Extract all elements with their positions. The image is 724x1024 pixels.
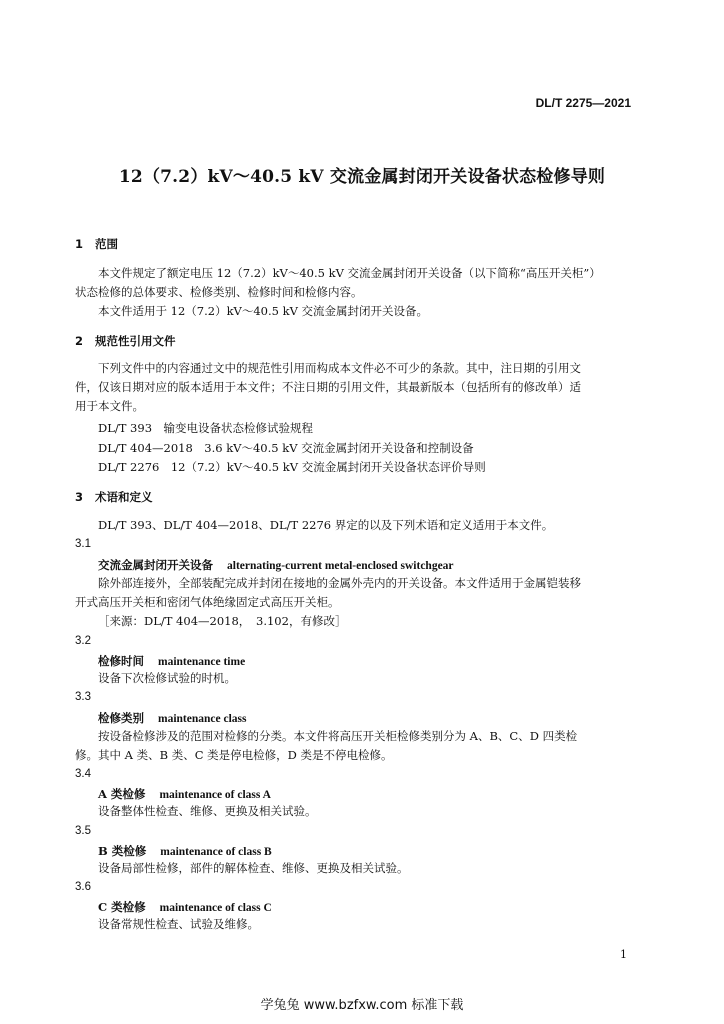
paragraph-line: 下列文件中的内容通过文中的规范性引用而构成本文件必不可少的条款。其中，注日期的引用文 — [98, 361, 581, 375]
term-cn: C 类检修 — [98, 900, 146, 914]
definition-line: 设备常规性检查、试验及维修。 — [98, 917, 259, 931]
section-title: 范围 — [95, 237, 118, 251]
term-en: alternating-current metal-enclosed switchgear — [227, 560, 454, 572]
paragraph-line: 件，仅该日期对应的版本适用于本文件；不注日期的引用文件，其最新版本（包括所有的修改单）适 — [75, 380, 581, 394]
term-title — [98, 786, 271, 802]
term-cn: A 类检修 — [98, 787, 146, 801]
term-number: 3.6 — [75, 881, 91, 893]
term-cn: B 类检修 — [98, 844, 147, 858]
term-en: maintenance of class A — [159, 789, 271, 801]
document-title: 12（7.2）kV～40.5 kV 交流金属封闭开关设备状态检修导则 — [118, 167, 606, 187]
section-2-heading — [75, 333, 176, 349]
term-en: maintenance class — [158, 713, 247, 725]
term-cn: 检修类别 — [98, 711, 144, 725]
paragraph-line: 状态检修的总体要求、检修类别、检修时间和检修内容。 — [75, 285, 363, 299]
section-number: 3 — [75, 490, 84, 504]
section-3-heading — [75, 489, 153, 505]
term-title — [98, 843, 272, 859]
term-number: 3.3 — [75, 691, 91, 703]
definition-line: 按设备检修涉及的范围对检修的分类。本文件将高压开关柜检修类别分为 A、B、C、D 四类检 — [98, 729, 578, 743]
normative-reference: DL/T 2276 12（7.2）kV～40.5 kV 交流金属封闭开关设备状态评价导则 — [98, 460, 486, 474]
term-title — [98, 653, 245, 669]
term-title — [98, 557, 454, 573]
page-number: 1 — [620, 948, 627, 961]
definition-line: 设备局部性检修，部件的解体检查、维修、更换及相关试验。 — [98, 861, 409, 875]
definition-line: 开式高压开关柜和密闭气体绝缘固定式高压开关柜。 — [75, 595, 340, 609]
definition-line: 修。其中 A 类、B 类、C 类是停电检修，D 类是不停电检修。 — [75, 748, 393, 762]
term-number: 3.4 — [75, 768, 91, 780]
term-en: maintenance time — [158, 656, 246, 668]
term-number: 3.1 — [75, 538, 91, 550]
section-title: 术语和定义 — [95, 490, 153, 504]
term-en: maintenance of class B — [160, 846, 272, 858]
section-title: 规范性引用文件 — [95, 334, 176, 348]
definition-line: 设备下次检修试验的时机。 — [98, 671, 236, 685]
paragraph-line: 本文件规定了额定电压 12（7.2）kV～40.5 kV 交流金属封闭开关设备（以下简称“高压开关柜”） — [98, 266, 601, 280]
term-cn: 检修时间 — [98, 654, 144, 668]
term-cn: 交流金属封闭开关设备 — [98, 558, 213, 572]
definition-line: 除外部连接外，全部装配完成并封闭在接地的金属外壳内的开关设备。本文件适用于金属铠装移 — [98, 576, 581, 590]
paragraph-line: 用于本文件。 — [75, 399, 144, 413]
section-number: 1 — [75, 237, 84, 251]
term-number: 3.5 — [75, 825, 91, 837]
term-number: 3.2 — [75, 635, 91, 647]
standard-code: DL/T 2275—2021 — [535, 96, 631, 110]
paragraph-line: 本文件适用于 12（7.2）kV～40.5 kV 交流金属封闭开关设备。 — [98, 304, 429, 318]
definition-line: 设备整体性检查、维修、更换及相关试验。 — [98, 804, 317, 818]
section-number: 2 — [75, 334, 84, 348]
term-title — [98, 710, 246, 726]
term-en: maintenance of class C — [159, 902, 272, 914]
term-title — [98, 899, 272, 915]
normative-reference: DL/T 393 输变电设备状态检修试验规程 — [98, 421, 314, 435]
definition-source: ［来源：DL/T 404—2018， 3.102，有修改］ — [98, 614, 347, 628]
download-watermark: 学兔兔 www.bzfxw.com 标准下载 — [260, 998, 464, 1013]
section-1-heading — [75, 236, 118, 252]
normative-reference: DL/T 404—2018 3.6 kV～40.5 kV 交流金属封闭开关设备和控制设备 — [98, 441, 474, 455]
paragraph-line: DL/T 393、DL/T 404—2018、DL/T 2276 界定的以及下列术语和定义适用于本文件。 — [98, 518, 554, 532]
